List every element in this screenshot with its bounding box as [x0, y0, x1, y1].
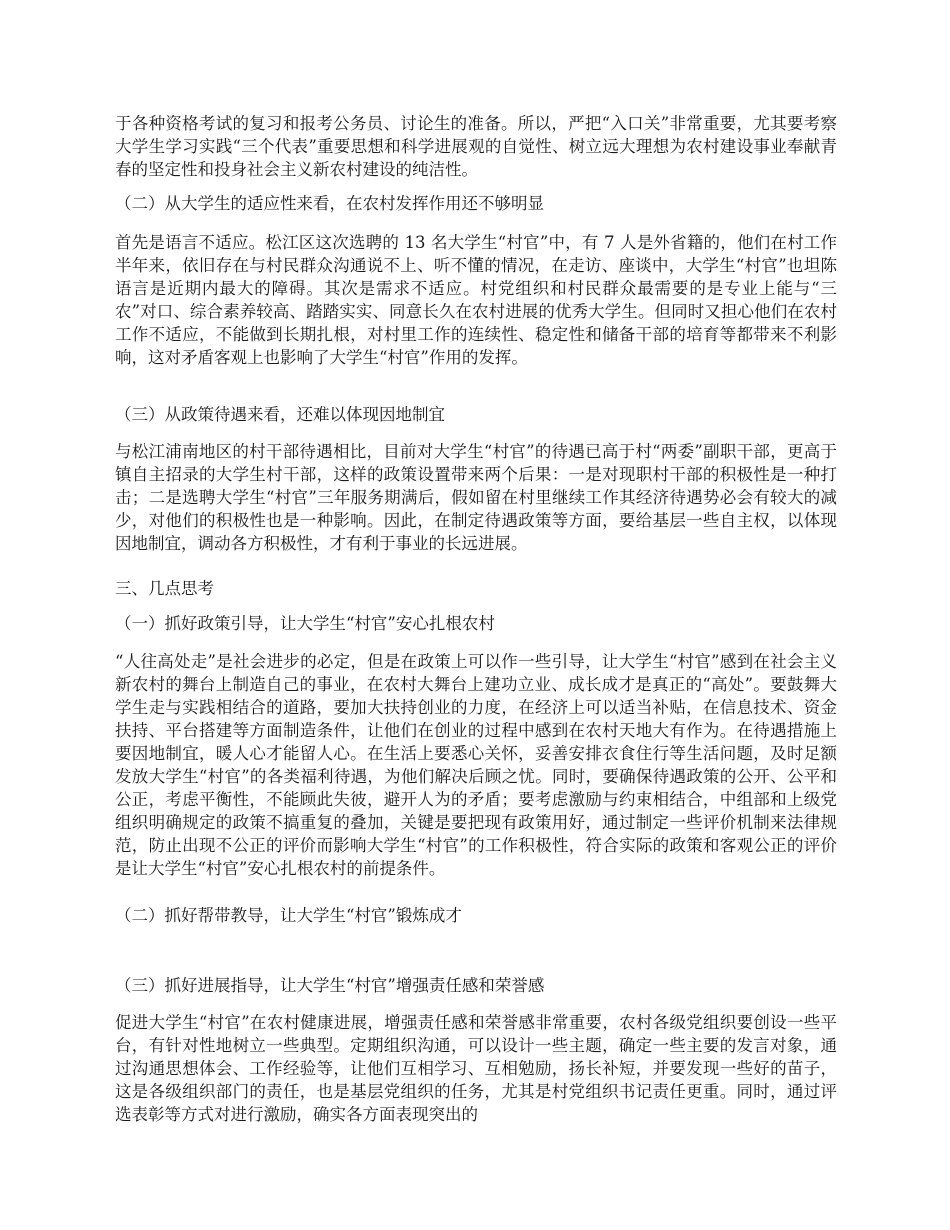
section-heading-development-guidance: （三）抓好进展指导，让大学生“村官”增强责任感和荣誉感 — [115, 976, 545, 995]
paragraph-development-guidance: 促进大学生“村官”在农村健康进展，增强责任感和荣誉感非常重要，农村各级党组织要创设一些平台，有针对性地树立一些典型。定期组织沟通，可以设计一些主题，确定一些主要的发言对象，通过沟通思想体会、工作经验等，让他们互相学习、互相勉励，扬长补短，并要发现一些好的苗子，这是各级组织部门的责任，也是基层党组织的任务，尤其是村党组织书记责任更重。同时，通过评选表彰等方式对进行激励，确实各方面表现突出的 — [115, 1013, 837, 1124]
paragraph-adaptability: 首先是语言不适应。松江区这次选聘的 13 名大学生“村官”中，有 7 人是外省籍的，他们在村工作半年来，依旧存在与村民群众沟通说不上、听不懂的情况，在走访、座谈中，大学生“村官”也坦陈语言是近期内最大的障碍。其次是需求不适应。村党组织和村民群众最需要的是专业上能与“三农”对口、综合素养较高、踏踏实实、同意长久在农村进展的优秀大学生。但同时又担心他们在农村工作不适应，不能做到长期扎根，对村里工作的连续性、稳定性和储备干部的培育等都带来不利影响，这对矛盾客观上也影响了大学生“村官”作用的发挥。 — [115, 233, 837, 367]
paragraph-policy-guidance: “人往高处走”是社会进步的必定，但是在政策上可以作一些引导，让大学生“村官”感到在社会主义新农村的舞台上制造自己的事业，在农村大舞台上建功立业、成长成才是真正的“高处”。要鼓舞大学生走与实践相结合的道路，要加大扶持创业的力度，在经济上可以适当补贴，在信息技术、资金扶持、平台搭建等方面制造条件，让他们在创业的过程中感到在农村天地大有作为。在待遇措施上要因地制宜，暖人心才能留人心。在生活上要悉心关怀，妥善安排衣食住行等生活问题，及时足额发放大学生“村官”的各类福利待遇，为他们解决后顾之忧。同时，要确保待遇政策的公开、公平和公正，考虑平衡性，不能顾此失彼，避开人为的矛盾；要考虑激励与约束相结合，中组部和上级党组织明确规定的政策不搞重复的叠加，关键是要把现有政策用好，通过制定一些评价机制来法律规范，防止出现不公正的评价而影响大学生“村官”的工作积极性，符合实际的政策和客观公正的评价是让大学生“村官”安心扎根农村的前提条件。 — [115, 652, 837, 878]
paragraph-policy-treatment: 与松江浦南地区的村干部待遇相比，目前对大学生“村官”的待遇已高于村“两委”副职干部，更高于镇自主招录的大学生村干部，这样的政策设置带来两个后果：一是对现职村干部的积极性是一种打击；二是选聘大学生“村官”三年服务期满后，假如留在村里继续工作其经济待遇势必会有较大的减少，对他们的积极性也是一种影响。因此，在制定待遇政策等方面，要给基层一些自主权，以体现因地制宜，调动各方积极性，才有利于事业的长远进展。 — [115, 442, 837, 553]
section-heading-policy-treatment: （三）从政策待遇来看，还难以体现因地制宜 — [115, 405, 445, 424]
section-heading-adaptability: （二）从大学生的适应性来看，在农村发挥作用还不够明显 — [115, 194, 544, 213]
section-heading-mentoring: （二）抓好帮带教导，让大学生“村官”锻炼成才 — [115, 906, 462, 925]
section-heading-policy-guidance: （一）抓好政策引导，让大学生“村官”安心扎根农村 — [115, 614, 495, 633]
paragraph-entry-gate: 于各种资格考试的复习和报考公务员、讨论生的准备。所以，严把“入口关”非常重要，尤其要考察大学生学习实践“三个代表”重要思想和科学进展观的自觉性、树立远大理想为农村建设事业奉献青春的坚定性和投身社会主义新农村建设的纯洁性。 — [115, 114, 837, 179]
section-heading-thoughts: 三、几点思考 — [115, 579, 214, 598]
